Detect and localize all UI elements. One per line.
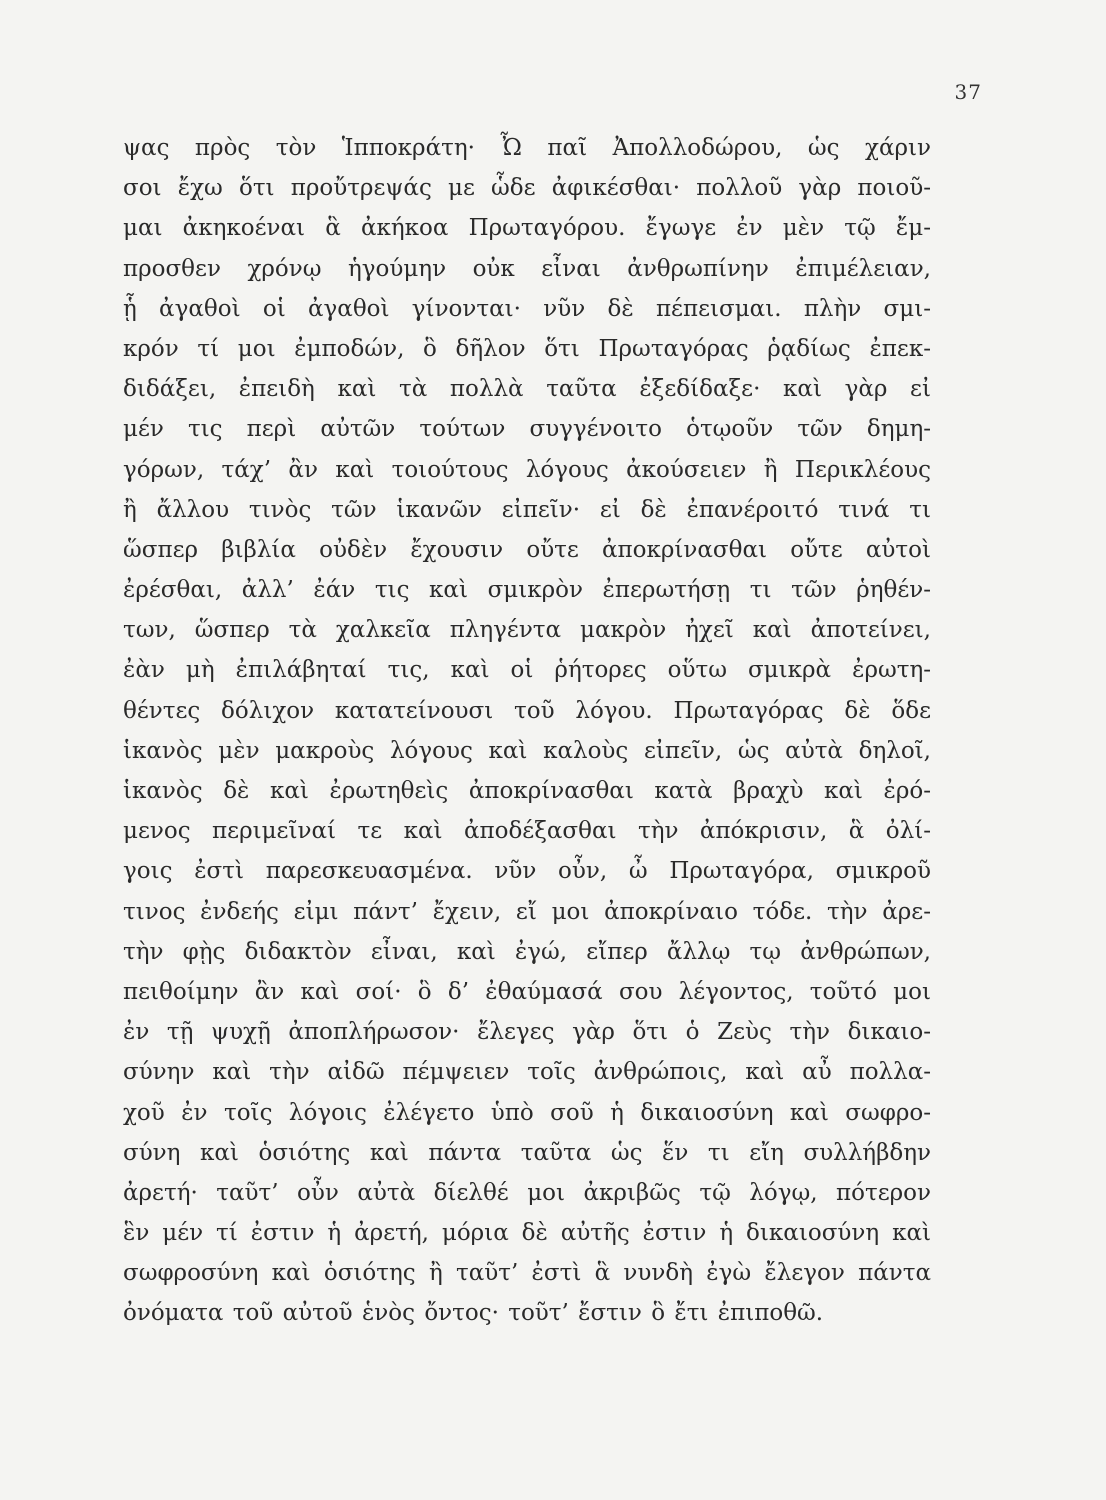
text-line: σύνη καὶ ὁσιότης καὶ πάντα ταῦτα ὡς ἕν τι εἴη συλλήβδην [123, 1139, 931, 1166]
text-line: ᾗ ἀγαθοὶ οἱ ἀγαθοὶ γίνονται· νῦν δὲ πέπεισμαι. πλὴν σμι- [123, 295, 931, 322]
text-line: ἱκανὸς μὲν μακροὺς λόγους καὶ καλοὺς εἰπεῖν, ὡς αὐτὰ δηλοῖ, [123, 737, 931, 764]
text-line: τινος ἐνδεής εἰμι πάντ’ ἔχειν, εἴ μοι ἀποκρίναιο τόδε. τὴν ἀρε- [123, 898, 931, 925]
text-line: ἐὰν μὴ ἐπιλάβηταί τις, καὶ οἱ ῥήτορες οὕτω σμικρὰ ἐρωτη- [123, 657, 931, 684]
text-line: ψας πρὸς τὸν Ἱπποκράτη· Ὦ παῖ Ἀπολλοδώρου, ὡς χάριν [123, 135, 931, 161]
text-line: προσθεν χρόνῳ ἡγούμην οὐκ εἶναι ἀνθρωπίνην ἐπιμέλειαν, [123, 255, 931, 282]
text-line: ἐρέσθαι, ἀλλ’ ἐάν τις καὶ σμικρὸν ἐπερωτήσῃ τι τῶν ῥηθέν- [123, 577, 931, 604]
text-line: τὴν φῂς διδακτὸν εἶναι, καὶ ἐγώ, εἴπερ ἄλλῳ τῳ ἀνθρώπων, [123, 938, 931, 965]
text-line: μέν τις περὶ αὐτῶν τούτων συγγένοιτο ὁτῳοῦν τῶν δημη- [123, 416, 931, 443]
text-line: χοῦ ἐν τοῖς λόγοις ἐλέγετο ὑπὸ σοῦ ἡ δικαιοσύνη καὶ σωφρο- [123, 1099, 931, 1126]
text-line: ἱκανὸς δὲ καὶ ἐρωτηθεὶς ἀποκρίνασθαι κατὰ βραχὺ καὶ ἐρό- [123, 778, 931, 804]
text-line: κρόν τί μοι ἐμποδών, ὃ δῆλον ὅτι Πρωταγόρας ῥᾳδίως ἐπεκ- [123, 335, 931, 362]
text-line: ἓν μέν τί ἐστιν ἡ ἀρετή, μόρια δὲ αὐτῆς ἐστιν ἡ δικαιοσύνη καὶ [123, 1220, 931, 1247]
text-line: γόρων, τάχ’ ἂν καὶ τοιούτους λόγους ἀκούσειεν ἢ Περικλέους [123, 456, 931, 483]
text-line: πειθοίμην ἂν καὶ σοί· ὃ δ’ ἐθαύμασά σου λέγοντος, τοῦτό μοι [123, 978, 931, 1005]
page-number: 37 [954, 80, 982, 104]
text-line: ἢ ἄλλου τινὸς τῶν ἱκανῶν εἰπεῖν· εἰ δὲ ἐπανέροιτό τινά τι [123, 496, 931, 523]
text-line: σοι ἔχω ὅτι προὔτρεψάς με ὧδε ἀφικέσθαι· πολλοῦ γὰρ ποιοῦ- [123, 175, 931, 202]
text-line: θέντες δόλιχον κατατείνουσι τοῦ λόγου. Πρωταγόρας δὲ ὅδε [123, 697, 931, 724]
text-line: ὥσπερ βιβλία οὐδὲν ἔχουσιν οὔτε ἀποκρίνασθαι οὔτε αὐτοὶ [123, 536, 931, 563]
text-line: σωφροσύνη καὶ ὁσιότης ἢ ταῦτ’ ἐστὶ ἃ νυνδὴ ἐγὼ ἔλεγον πάντα [123, 1260, 931, 1287]
text-line: ὀνόματα τοῦ αὐτοῦ ἑνὸς ὄντος· τοῦτ’ ἔστιν ὃ ἔτι ἐπιποθῶ. [123, 1300, 824, 1327]
text-line: ἐν τῇ ψυχῇ ἀποπλήρωσον· ἔλεγες γὰρ ὅτι ὁ Ζεὺς τὴν δικαιο- [123, 1019, 931, 1046]
body-text [123, 128, 931, 1334]
text-line: γοις ἐστὶ παρεσκευασμένα. νῦν οὖν, ὦ Πρωταγόρα, σμικροῦ [123, 858, 931, 885]
text-line: μενος περιμεῖναί τε καὶ ἀποδέξασθαι τὴν ἀπόκρισιν, ἃ ὀλί- [123, 818, 931, 845]
text-line: μαι ἀκηκοέναι ἃ ἀκήκοα Πρωταγόρου. ἔγωγε ἐν μὲν τῷ ἔμ- [123, 215, 931, 242]
text-line: σύνην καὶ τὴν αἰδῶ πέμψειεν τοῖς ἀνθρώποις, καὶ αὖ πολλα- [123, 1059, 931, 1086]
text-line: ἀρετή· ταῦτ’ οὖν αὐτὰ δίελθέ μοι ἀκριβῶς τῷ λόγῳ, πότερον [123, 1179, 931, 1206]
text-line: των, ὥσπερ τὰ χαλκεῖα πληγέντα μακρὸν ἠχεῖ καὶ ἀποτείνει, [123, 617, 931, 644]
text-line: διδάξει, ἐπειδὴ καὶ τὰ πολλὰ ταῦτα ἐξεδίδαξε· καὶ γὰρ εἰ [123, 376, 931, 403]
